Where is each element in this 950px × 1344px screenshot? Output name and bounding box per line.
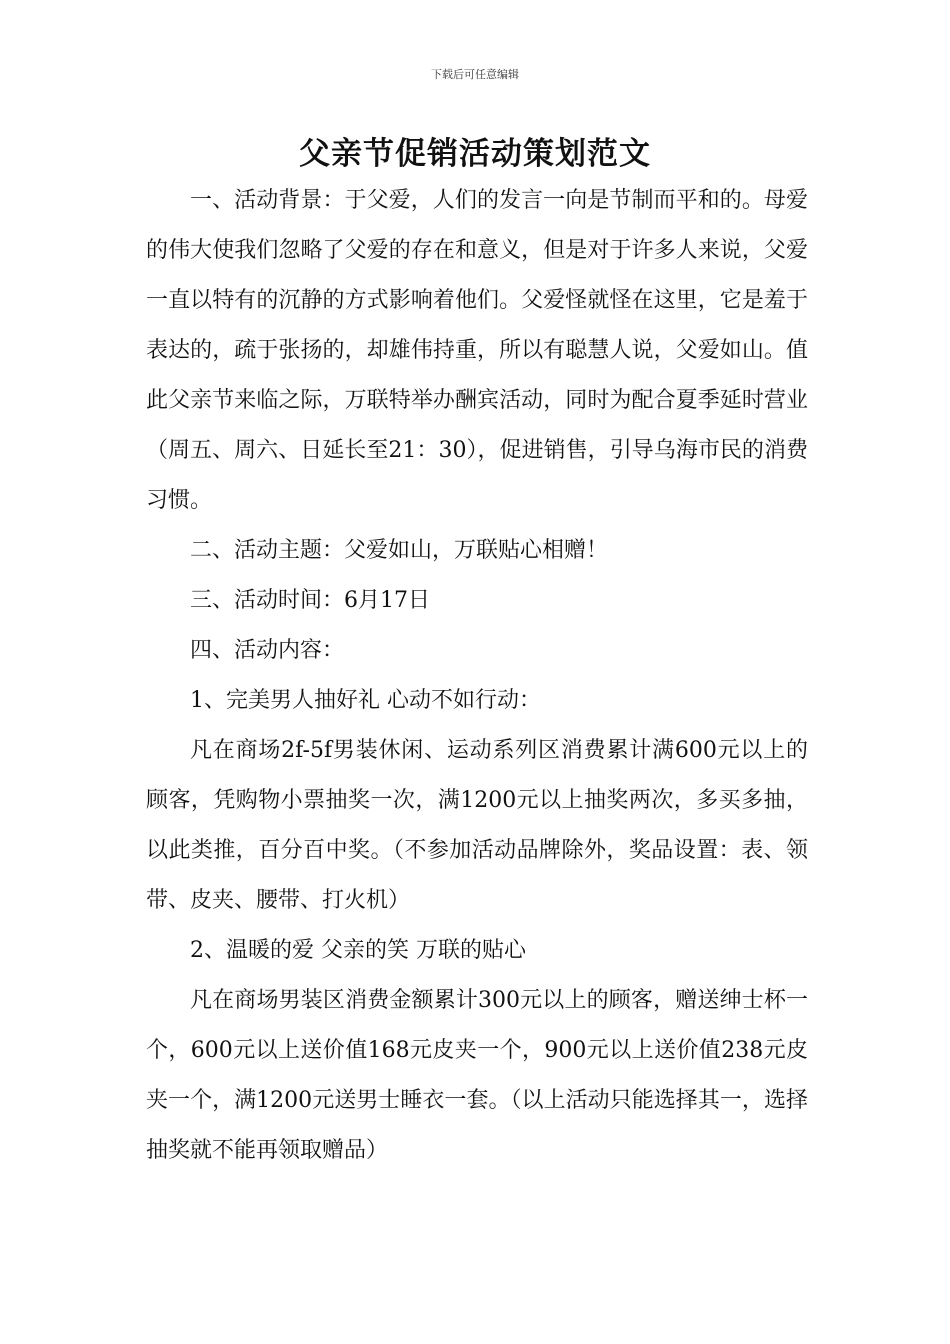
paragraph-item-1-heading: 1、完美男人抽好礼 心动不如行动： (190, 688, 541, 713)
paragraph-item-2-heading: 2、温暖的爱 父亲的笑 万联的贴心 (190, 938, 526, 963)
paragraph-theme: 二、活动主题：父爱如山，万联贴心相赠！ (190, 538, 609, 563)
download-note: 下载后可任意编辑 (431, 68, 519, 81)
document-title: 父亲节促销活动策划范文 (299, 136, 651, 172)
paragraph-item-2-detail: 凡在商场男装区消费金额累计300元以上的顾客，赠送绅士杯一个，600元以上送价值168元皮夹一个，900元以上送价值238元皮夹一个，满1200元送男士睡衣一套。（以上活动只能选择其一，选择抽奖就不能再领取赠品） (146, 988, 808, 1163)
paragraph-background: 一、活动背景：于父爱，人们的发言一向是节制而平和的。母爱的伟大使我们忽略了父爱的存在和意义，但是对于许多人来说，父爱一直以特有的沉静的方式影响着他们。父爱怪就怪在这里，它是羞于表达的，疏于张扬的，却雄伟持重，所以有聪慧人说，父爱如山。值此父亲节来临之际，万联特举办酬宾活动，同时为配合夏季延时营业（周五、周六、日延长至21：30），促进销售，引导乌海市民的消费习惯。 (146, 188, 808, 513)
paragraph-item-1-detail: 凡在商场2f-5f男装休闲、运动系列区消费累计满600元以上的顾客，凭购物小票抽奖一次，满1200元以上抽奖两次，多买多抽，以此类推，百分百中奖。（不参加活动品牌除外，奖品设置：表、领带、皮夹、腰带、打火机） (146, 738, 808, 913)
paragraph-content-heading: 四、活动内容： (190, 638, 345, 663)
paragraph-time: 三、活动时间：6月17日 (190, 588, 430, 613)
document-body (146, 176, 808, 1176)
